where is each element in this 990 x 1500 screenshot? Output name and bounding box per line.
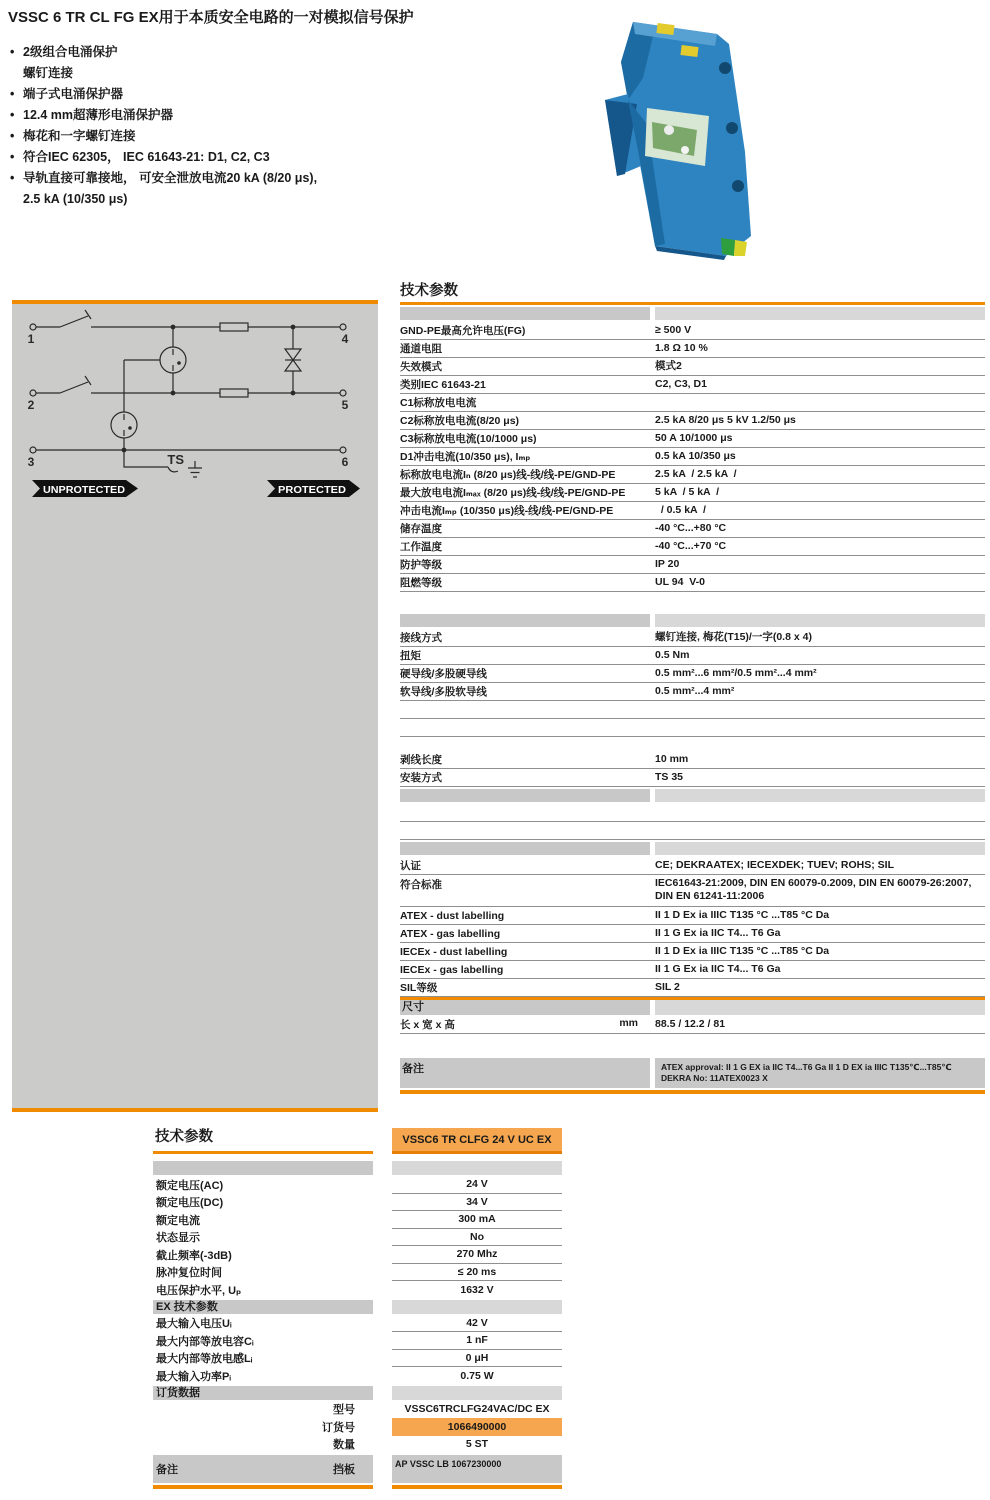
spec-label: 额定电流	[156, 1214, 200, 1227]
spec-label: 防护等级	[400, 559, 442, 571]
bullet-icon: •	[10, 108, 15, 122]
circuit-diagram-drawing	[12, 304, 378, 504]
spec-row	[400, 502, 985, 520]
spec-row	[153, 1264, 563, 1282]
spec-row	[400, 857, 985, 875]
section-title-bar	[153, 1300, 563, 1314]
orange-bottom-rule	[153, 1485, 563, 1489]
section-bar-right	[392, 1161, 562, 1175]
spec-label: 安装方式	[400, 772, 442, 784]
order-value: VSSC6TRCLFG24VAC/DC EX	[404, 1403, 550, 1416]
feature-item	[10, 42, 430, 84]
remark-line: ATEX approval: II 1 G EX ia IIC T4...T6 Ga II 1 D EX ia IIIC T135℃...T85℃	[661, 1062, 952, 1072]
spec-value: No	[392, 1229, 562, 1247]
feature-text	[23, 42, 430, 84]
spec-row	[400, 769, 985, 787]
spec-value: II 1 D Ex ia IIIC T135 °C ...T85 °C Da	[655, 909, 830, 921]
feature-line: 2级组合电涌保护	[23, 45, 118, 59]
order-row	[153, 1436, 563, 1454]
section-bar-left	[400, 842, 650, 855]
spec-row	[153, 1176, 563, 1194]
dim-label: 长 x 宽 x 高	[400, 1019, 455, 1031]
spec-value: 2.5 kA / 2.5 kA /	[655, 468, 737, 480]
section-bar	[400, 614, 985, 627]
spec-label: 电压保护水平, Uₚ	[156, 1284, 242, 1297]
remark-row	[153, 1455, 563, 1483]
spec-value: -40 °C...+80 °C	[655, 522, 727, 534]
section-bar-left	[400, 789, 650, 802]
empty-row	[400, 701, 985, 719]
spec-label: C2标称放电电流(8/20 μs)	[400, 415, 520, 427]
spec-row	[400, 484, 985, 502]
feature-line: 12.4 mm超薄形电涌保护器	[23, 108, 174, 122]
spec-label: 额定电压(DC)	[156, 1197, 224, 1210]
terminal-number: 6	[341, 455, 349, 469]
feature-item	[10, 105, 430, 126]
spec-row	[153, 1194, 563, 1212]
remark-value	[655, 1058, 985, 1088]
order-label: 数量	[333, 1439, 355, 1452]
unprotected-arrow	[32, 480, 138, 497]
spec-label: 最大内部等放电感Lᵢ	[156, 1353, 253, 1366]
spec-row	[400, 925, 985, 943]
spacer	[400, 1034, 985, 1058]
order-row	[153, 1401, 563, 1419]
remark-value: AP VSSC LB 1067230000	[392, 1455, 562, 1483]
spec-value: 0 μH	[392, 1350, 562, 1368]
spec-row	[153, 1315, 563, 1333]
remark-labels	[153, 1455, 373, 1483]
feature-text	[23, 147, 430, 168]
spec-value: 螺钉连接, 梅花(T15)/一字(0.8 x 4)	[655, 631, 812, 643]
feature-item	[10, 84, 430, 105]
unprotected-label: UNPROTECTED	[43, 484, 126, 496]
bullet-icon: •	[10, 171, 15, 185]
section-bar-right	[655, 614, 985, 627]
spec-row	[400, 466, 985, 484]
terminal-circle	[30, 324, 36, 330]
spec-value: / 0.5 kA /	[655, 504, 706, 516]
section-bar-right	[655, 842, 985, 855]
terminal-circle	[30, 447, 36, 453]
spec-row	[400, 430, 985, 448]
spec-value: 34 V	[392, 1194, 562, 1212]
spec-value: 1632 V	[460, 1283, 494, 1296]
section-bar-right	[392, 1300, 562, 1314]
feature-line: 导轨直接可靠接地， 可安全泄放电流20 kA (8/20 μs),	[23, 171, 318, 185]
spec-value: 0.5 Nm	[655, 649, 690, 661]
terminal-number: 1	[27, 332, 35, 346]
spec-label: 最大输入功率Pᵢ	[156, 1370, 231, 1383]
spec-label: 硬导线/多股硬导线	[400, 668, 487, 680]
remark-row	[400, 1058, 985, 1088]
spec-value: IP 20	[655, 558, 680, 570]
section-bar	[400, 842, 985, 855]
spec-label: 状态显示	[156, 1232, 200, 1245]
feature-line: 符合IEC 62305， IEC 61643-21: D1, C2, C3	[23, 150, 270, 164]
bullet-icon: •	[10, 87, 15, 101]
spec-value: 0.5 kA 10/350 μs	[655, 450, 736, 462]
junction-dots	[122, 325, 296, 453]
section-bar-right	[655, 307, 985, 320]
section-bar-left	[400, 614, 650, 627]
spec-value: C2, C3, D1	[655, 378, 707, 390]
spec-value: ≥ 500 V	[655, 324, 692, 336]
bullet-icon: •	[10, 129, 15, 143]
spec-row	[400, 520, 985, 538]
spacer	[400, 592, 985, 612]
dimensions-row	[400, 1016, 985, 1034]
spec-row	[400, 574, 985, 592]
spec-row	[400, 647, 985, 665]
spec-label: IECEx - dust labelling	[400, 945, 508, 958]
spec-label: C1标称放电电流	[400, 397, 477, 409]
feature-text	[23, 126, 430, 147]
spec-value: 270 Mhz	[392, 1246, 562, 1264]
terminal-number: 4	[341, 332, 349, 346]
order-label: 订货号	[322, 1421, 355, 1434]
spec-label: 符合标准	[400, 879, 442, 891]
spec-row	[400, 322, 985, 340]
section-bar-left	[400, 307, 650, 320]
spec-value: IEC61643-21:2009, DIN EN 60079-0.2009, DIN EN 60079-26:2007, DIN EN 61241-11:2006	[655, 877, 975, 902]
feature-text	[23, 84, 430, 105]
spec-label: IECEx - gas labelling	[400, 963, 504, 976]
spec-value: 42 V	[392, 1315, 562, 1333]
feature-line: 梅花和一字螺钉连接	[23, 129, 136, 143]
section-title: 订货数据	[153, 1386, 373, 1400]
terminal-circle	[340, 390, 346, 396]
spec-row	[153, 1332, 563, 1350]
spec-value: 24 V	[392, 1176, 562, 1194]
tech-params-table	[400, 283, 985, 1094]
spec-row	[153, 1281, 563, 1299]
spec-row	[400, 751, 985, 769]
spec-label: 阻燃等级	[400, 577, 442, 589]
section-title-bar	[153, 1386, 563, 1400]
spec-value: II 1 G Ex ia IIC T4... T6 Ga	[655, 963, 781, 975]
spec-row	[153, 1367, 563, 1385]
terminal-number: 2	[27, 398, 35, 412]
spec-label: 储存温度	[400, 523, 442, 535]
tech-rows	[400, 307, 985, 1094]
dim-unit: mm	[619, 1017, 638, 1029]
spec-row	[400, 412, 985, 430]
spec-value: ≤ 20 ms	[392, 1264, 562, 1282]
spec-value: 300 mA	[392, 1211, 562, 1229]
spec-value: 0.5 mm²...6 mm²/0.5 mm²...4 mm²	[655, 667, 817, 679]
spec-label: 最大内部等放电容Cᵢ	[156, 1335, 254, 1348]
variant-rows	[153, 1161, 563, 1489]
spec-label: 接线方式	[400, 632, 442, 644]
protected-arrow	[267, 480, 360, 497]
spec-value: -40 °C...+70 °C	[655, 540, 727, 552]
terminal-circle	[340, 447, 346, 453]
spec-label: 最大放电电流Iₘₐₓ (8/20 μs)线-线/线-PE/GND-PE	[400, 487, 626, 499]
spec-value: 0.5 mm²...4 mm²	[655, 685, 735, 697]
feature-line: 螺钉连接	[23, 66, 74, 80]
spec-value: 1.8 Ω 10 %	[655, 342, 708, 354]
feature-item	[10, 126, 430, 147]
spec-label: 软导线/多股软导线	[400, 686, 487, 698]
order-value: 5 ST	[465, 1438, 489, 1451]
spec-row	[400, 875, 985, 907]
feature-item	[10, 168, 430, 210]
product-image	[595, 4, 780, 264]
spec-label: 失效模式	[400, 361, 442, 373]
order-number-cell: 1066490000	[392, 1418, 562, 1436]
orange-rule	[153, 1151, 373, 1154]
spec-row	[400, 556, 985, 574]
remark-label: 备注	[400, 1058, 650, 1088]
spec-label: 通道电阻	[400, 343, 442, 355]
variant-table-header	[153, 1128, 563, 1160]
order-row	[153, 1418, 563, 1436]
spec-row	[400, 961, 985, 979]
baffle-label: 挡板	[333, 1464, 355, 1476]
section-title: EX 技术参数	[153, 1300, 373, 1314]
remark-line: DEKRA No: 11ATEX0023 X	[661, 1072, 768, 1083]
terminal-number: 5	[341, 398, 349, 412]
spec-label: GND-PE最高允许电压(FG)	[400, 325, 526, 337]
empty-row	[400, 804, 985, 822]
section-bar	[153, 1161, 563, 1175]
gas-discharge-tube-icon	[124, 327, 186, 393]
spec-label: 冲击电流Iₘₚ (10/350 μs)线-线/线-PE/GND-PE	[400, 505, 614, 517]
spec-label: 最大输入电压Uᵢ	[156, 1318, 232, 1331]
spec-label: 截止频率(-3dB)	[156, 1249, 232, 1262]
spec-value: 10 mm	[655, 753, 689, 765]
spacer	[400, 737, 985, 751]
spec-label: 标称放电电流Iₙ (8/20 μs)线-线/线-PE/GND-PE	[400, 469, 616, 481]
spec-row	[400, 907, 985, 925]
circuit-diagram	[12, 300, 378, 1112]
spec-row	[400, 340, 985, 358]
section-bar-right	[655, 1000, 985, 1015]
wire-hook	[168, 467, 178, 472]
tech-params-heading: 技术参数	[400, 283, 458, 299]
spec-label: 脉冲复位时间	[156, 1267, 222, 1280]
wire	[36, 310, 340, 327]
feature-text	[23, 105, 430, 126]
spec-label: C3标称放电电流(10/1000 μs)	[400, 433, 537, 445]
variant-table	[153, 1128, 563, 1489]
product-photo	[595, 4, 780, 264]
wire	[36, 376, 340, 393]
orange-rule	[400, 302, 985, 305]
spec-value: 1 nF	[392, 1332, 562, 1350]
section-bar	[400, 307, 985, 320]
spec-label: 类别IEC 61643-21	[400, 379, 486, 391]
wire	[124, 450, 168, 467]
spec-label: 扭矩	[400, 650, 421, 662]
protected-label: PROTECTED	[278, 484, 347, 496]
empty-row	[400, 719, 985, 737]
orange-rule-right	[392, 1485, 562, 1489]
section-title: 尺寸	[400, 1000, 650, 1015]
spec-value: II 1 D Ex ia IIIC T135 °C ...T85 °C Da	[655, 945, 830, 957]
resistor-icon	[220, 323, 248, 331]
variant-heading: 技术参数	[155, 1129, 213, 1145]
spec-row	[400, 448, 985, 466]
gas-discharge-tube-icon	[111, 360, 137, 450]
ground-icon	[188, 461, 202, 477]
spec-row	[400, 394, 985, 412]
spec-value: II 1 G Ex ia IIC T4... T6 Ga	[655, 927, 781, 939]
section-bar-right	[655, 789, 985, 802]
section-title-bar	[400, 997, 985, 1015]
spec-label: D1冲击电流(10/350 μs), Iₘₚ	[400, 451, 531, 463]
spec-value: 0.75 W	[460, 1369, 494, 1382]
orange-rule-left	[153, 1485, 373, 1489]
section-bar-right	[392, 1386, 562, 1400]
terminal-circle	[30, 390, 36, 396]
terminal-number: 3	[27, 455, 35, 469]
resistor-icon	[220, 389, 248, 397]
spec-row	[400, 665, 985, 683]
spec-row	[153, 1350, 563, 1368]
spec-label: 额定电压(AC)	[156, 1179, 224, 1192]
spec-label: SIL等级	[400, 982, 438, 994]
spec-value: 50 A 10/1000 μs	[655, 432, 733, 444]
spec-value: TS 35	[655, 771, 684, 783]
orange-bottom-rule	[400, 1090, 985, 1094]
spec-label	[400, 1017, 650, 1032]
feature-text	[23, 168, 430, 210]
variant-column-header: VSSC6 TR CLFG 24 V UC EX	[392, 1128, 562, 1154]
page-title: VSSC 6 TR CL FG EX用于本质安全电路的一对模拟信号保护	[8, 9, 414, 26]
spec-label: ATEX - dust labelling	[400, 909, 505, 922]
spec-label: 工作温度	[400, 541, 442, 553]
dim-value: 88.5 / 12.2 / 81	[655, 1018, 726, 1030]
feature-item	[10, 147, 430, 168]
spec-row	[153, 1246, 563, 1264]
spec-row	[400, 538, 985, 556]
spec-value: CE; DEKRAATEX; IECEXDEK; TUEV; ROHS; SIL	[655, 859, 894, 871]
spec-label: ATEX - gas labelling	[400, 927, 501, 940]
spec-value: 5 kA / 5 kA /	[655, 486, 719, 498]
spec-label: 认证	[400, 860, 421, 872]
tvs-diode-icon	[285, 327, 301, 393]
spec-value: UL 94 V-0	[655, 576, 705, 588]
section-bar-left	[153, 1161, 373, 1175]
feature-list	[10, 42, 430, 210]
spec-row	[153, 1229, 563, 1247]
spec-row	[400, 629, 985, 647]
spec-value: SIL 2	[655, 981, 680, 993]
bullet-icon: •	[10, 45, 15, 59]
spec-value: 模式2	[655, 360, 682, 372]
feature-line: 2.5 kA (10/350 μs)	[23, 192, 128, 206]
ts-label: TS	[167, 452, 184, 467]
spec-row	[400, 358, 985, 376]
spec-row	[400, 943, 985, 961]
spec-row	[153, 1211, 563, 1229]
spec-value: 2.5 kA 8/20 μs 5 kV 1.2/50 μs	[655, 414, 796, 426]
remark-label: 备注	[156, 1464, 178, 1476]
feature-line: 端子式电涌保护器	[23, 87, 124, 101]
spec-row	[400, 979, 985, 997]
spec-row	[400, 376, 985, 394]
section-bar	[400, 789, 985, 802]
bullet-icon: •	[10, 150, 15, 164]
spec-label: 剥线长度	[400, 754, 442, 766]
terminal-circle	[340, 324, 346, 330]
spec-row	[400, 683, 985, 701]
order-label: 型号	[333, 1404, 355, 1417]
empty-row	[400, 822, 985, 840]
